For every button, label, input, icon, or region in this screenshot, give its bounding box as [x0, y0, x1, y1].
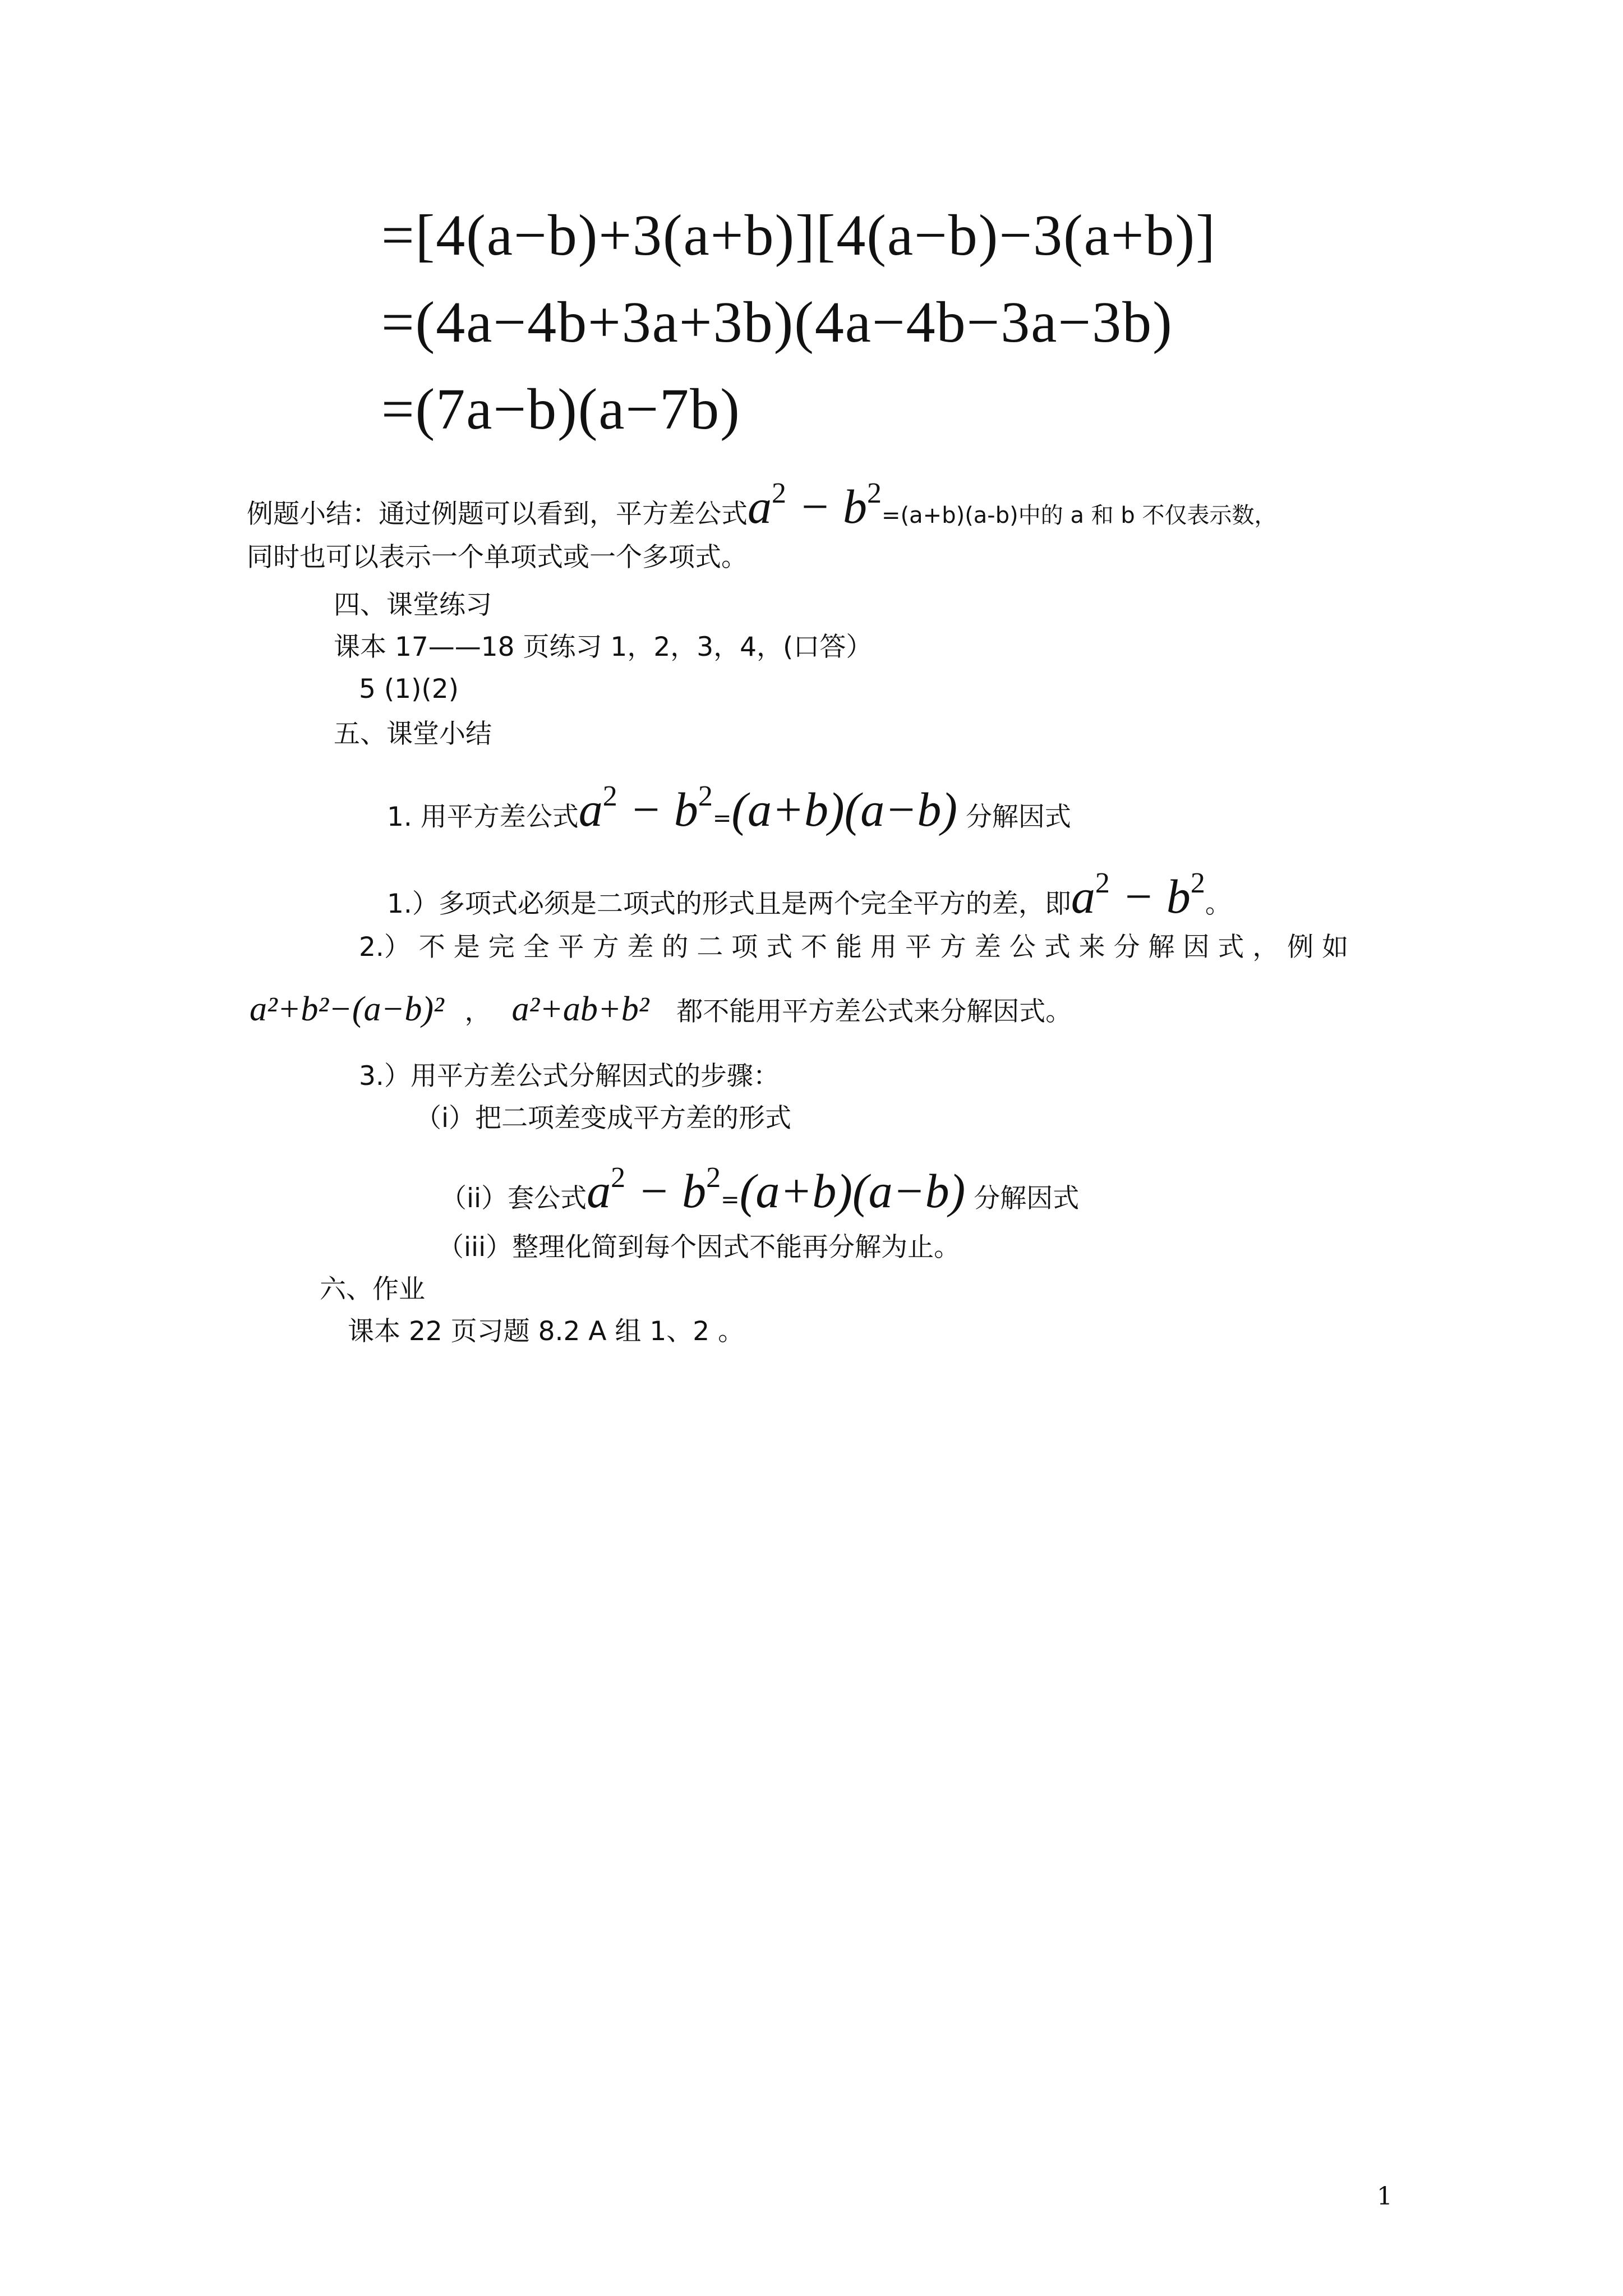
summary-sub-2-examples: a²+b²−(a−b)² ， a²+ab+b² 都不能用平方差公式来分解因式。	[250, 990, 1072, 1028]
equation-line-3: =(7a−b)(a−7b)	[381, 377, 741, 441]
summary-prefix: 例题小结：通过例题可以看到，平方差公式	[247, 499, 748, 530]
summary-line-2: 同时也可以表示一个单项式或一个多项式。	[247, 542, 748, 573]
summary-item-1: 1. 用平方差公式$a^2 - b^2=(a+b)(a-b)$ 分解因式	[387, 780, 1071, 836]
step-factor: (a+b)(a−b)	[739, 1164, 966, 1218]
equation-line-1: =[4(a−b)+3(a+b)][4(a−b)−3(a+b)]	[381, 203, 1216, 268]
formula-a2-b2-sub1: $a^2 - b^2$	[1071, 867, 1205, 923]
example-expression-1: a²+b²−(a−b)²	[250, 990, 444, 1028]
step-ii: （ii）套公式$a^2 - b^2=(a+b)(a-b)$ 分解因式	[440, 1162, 1080, 1218]
summary-suffix: =(a+b)(a-b)中的 a 和 b 不仅表示数，	[882, 503, 1277, 528]
example-expression-2: a²+ab+b²	[511, 990, 649, 1028]
section-5-title: 五、课堂小结	[334, 719, 492, 749]
equation-line-2: =(4a−4b+3a+3b)(4a−4b−3a−3b)	[381, 290, 1173, 355]
summary-sub-1: 1.）多项式必须是二项式的形式且是两个完全平方的差，即$a^2 - b^2$。	[387, 867, 1232, 923]
section-4-line-1: 课本 17——18 页练习 1，2，3，4，(口答）	[334, 632, 873, 662]
summary-sub-3: 3.）用平方差公式分解因式的步骤：	[359, 1061, 780, 1092]
section-4-title: 四、课堂练习	[334, 590, 492, 620]
summary-line-1	[247, 477, 1277, 533]
section-6-line-1: 课本 22 页习题 8.2 A 组 1、2 。	[348, 1316, 745, 1347]
summary-sub-2: 2.） 不 是 完 全 平 方 差 的 二 项 式 不 能 用 平 方 差 公 式 来 分 解 因 式 ， 例 如	[359, 932, 1349, 963]
section-6-title: 六、作业	[320, 1274, 425, 1305]
formula-factor: (a+b)(a−b)	[731, 783, 957, 836]
formula-a2-b2-step: $a^2 - b^2$	[587, 1162, 721, 1218]
step-iii: （iii）整理化简到每个因式不能再分解为止。	[437, 1232, 961, 1263]
summary-formula: $a^2 - b^2$	[748, 477, 882, 533]
section-4-line-2: 5 (1)(2)	[359, 674, 459, 705]
step-i: （i）把二项差变成平方差的形式	[415, 1103, 792, 1134]
formula-a2-b2: $a^2 - b^2$	[578, 780, 713, 836]
page-number: 1	[1377, 2182, 1393, 2211]
